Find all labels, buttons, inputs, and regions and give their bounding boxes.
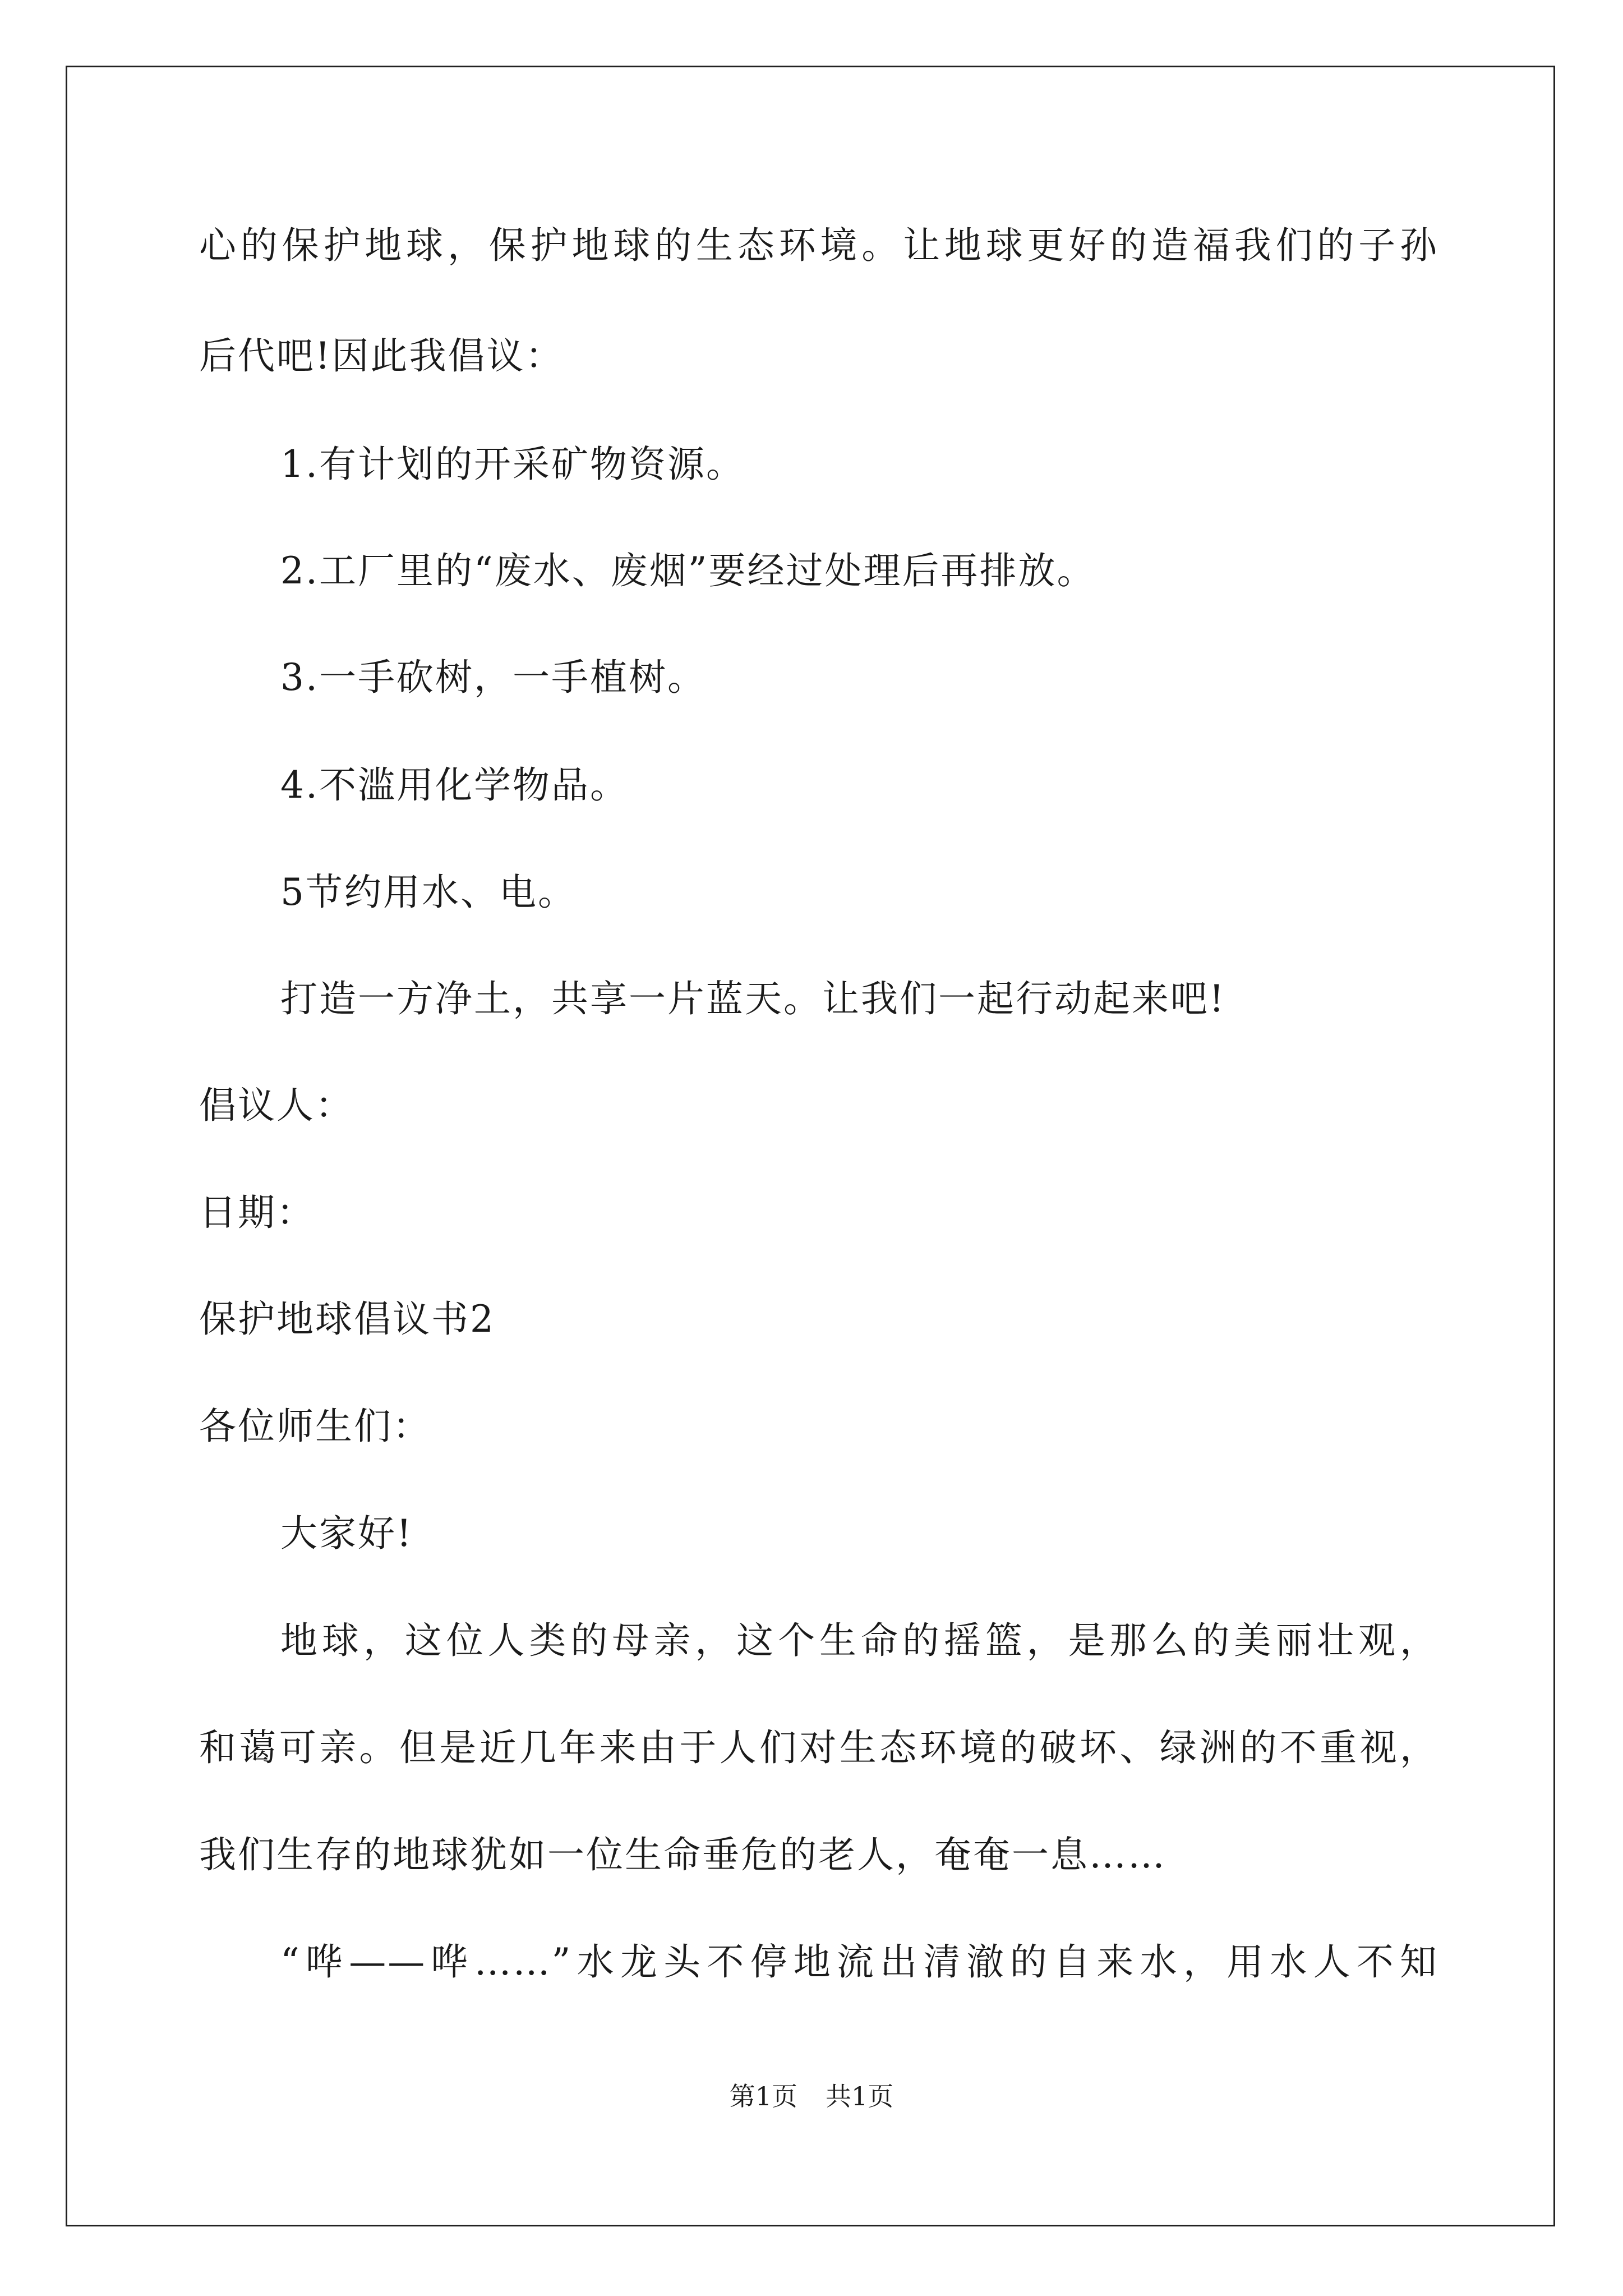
body-line-15: 和蔼可亲。但是近几年来由于人们对生态环境的破坏、绿洲的不重视， xyxy=(199,1726,1438,1769)
initiator-label: 倡议人： xyxy=(199,1084,354,1127)
salutation: 各位师生们： xyxy=(199,1405,431,1448)
greeting: 大家好! xyxy=(280,1512,413,1555)
page-footer xyxy=(0,2079,1623,2113)
page-number: 第1页 xyxy=(729,2081,797,2111)
list-item-2: 2.工厂里的“废水、废烟”要经过处理后再排放。 xyxy=(280,549,1096,592)
body-line-1: 心的保护地球，保护地球的生态环境。让地球更好的造福我们的子孙 xyxy=(199,224,1438,267)
body-line-14: 地球，这位人类的母亲，这个生命的摇篮，是那么的美丽壮观， xyxy=(280,1619,1438,1662)
list-item-3: 3.一手砍树，一手植树。 xyxy=(280,656,706,699)
date-label: 日期： xyxy=(199,1191,315,1234)
closing-call: 打造一方净土，共享一片蓝天。让我们一起行动起来吧! xyxy=(280,977,1226,1020)
page-total: 共1页 xyxy=(826,2081,894,2111)
section-title: 保护地球倡议书2 xyxy=(199,1297,495,1341)
list-item-5: 5节约用水、电。 xyxy=(280,871,577,914)
body-line-17: “哗——哗……”水龙头不停地流出清澈的自来水，用水人不知 xyxy=(280,1940,1438,1984)
page-frame xyxy=(66,66,1555,2226)
body-line-16: 我们生存的地球犹如一位生命垂危的老人，奄奄一息…… xyxy=(199,1833,1166,1876)
list-item-1: 1.有计划的开采矿物资源。 xyxy=(280,443,745,486)
list-item-4: 4.不滥用化学物品。 xyxy=(280,763,629,807)
body-line-2: 后代吧!因此我倡议： xyxy=(199,334,564,378)
